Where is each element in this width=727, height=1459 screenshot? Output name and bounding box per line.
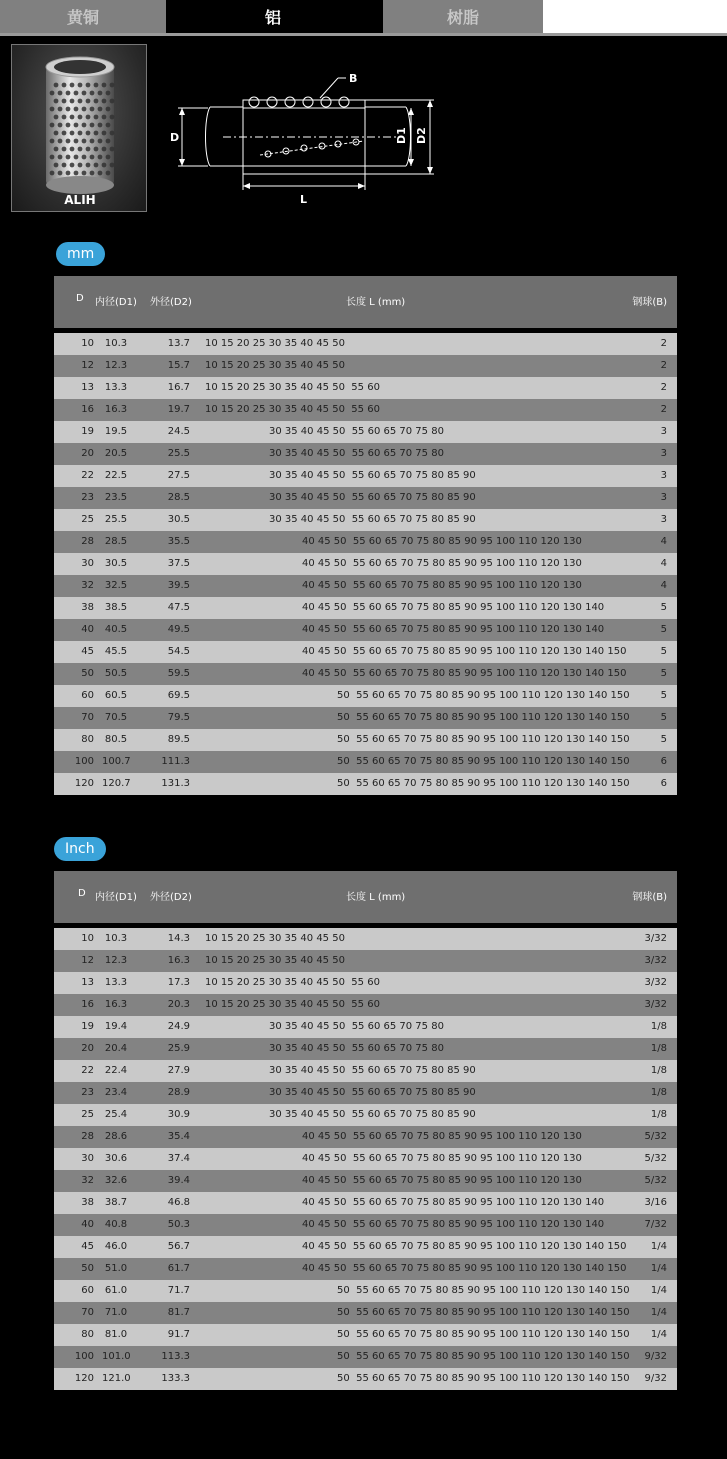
table-row bbox=[54, 509, 677, 531]
table-row bbox=[54, 707, 677, 729]
cell-d: 100 bbox=[74, 1351, 94, 1362]
table-row bbox=[54, 950, 677, 972]
cell-d2: 81.7 bbox=[167, 1307, 190, 1318]
table-row bbox=[54, 575, 677, 597]
cell-d: 32 bbox=[81, 580, 94, 591]
cell-d1: 12.3 bbox=[104, 955, 128, 966]
cell-d2: 69.5 bbox=[167, 690, 190, 701]
cell-ball: 1/8 bbox=[650, 1021, 667, 1032]
cell-d: 32 bbox=[81, 1175, 94, 1186]
cell-d1: 81.0 bbox=[104, 1329, 128, 1340]
tab-resin[interactable]: 树脂 bbox=[383, 0, 543, 33]
cell-d1: 23.5 bbox=[104, 492, 128, 503]
cell-d2: 79.5 bbox=[167, 712, 190, 723]
cell-ball: 1/4 bbox=[650, 1307, 667, 1318]
cell-length: 30 35 40 45 50 55 60 65 70 75 80 bbox=[269, 1043, 444, 1054]
table-row bbox=[54, 972, 677, 994]
cell-length: 30 35 40 45 50 55 60 65 70 75 80 bbox=[269, 448, 444, 459]
cell-length: 40 45 50 55 60 65 70 75 80 85 90 95 100 110 120 130 140 bbox=[302, 1219, 605, 1230]
cell-d: 80 bbox=[81, 1329, 94, 1340]
cell-d2: 16.3 bbox=[167, 955, 190, 966]
cell-ball: 3 bbox=[660, 426, 667, 437]
table-row bbox=[54, 465, 677, 487]
cell-d1: 16.3 bbox=[104, 999, 128, 1010]
cell-ball: 3 bbox=[660, 448, 667, 459]
cell-d2: 131.3 bbox=[161, 778, 190, 789]
cell-d: 60 bbox=[81, 1285, 94, 1296]
cell-d1: 100.7 bbox=[102, 756, 131, 767]
cell-d: 16 bbox=[81, 404, 94, 415]
cell-d2: 14.3 bbox=[167, 933, 190, 944]
cell-d2: 47.5 bbox=[167, 602, 190, 613]
cell-ball: 2 bbox=[660, 382, 667, 393]
cell-d: 10 bbox=[81, 933, 94, 944]
cell-d2: 89.5 bbox=[167, 734, 190, 745]
tab-aluminum[interactable]: 铝 bbox=[172, 0, 374, 33]
table-row bbox=[54, 1082, 677, 1104]
cell-length: 50 55 60 65 70 75 80 85 90 95 100 110 120 130 140 150 bbox=[337, 1285, 630, 1296]
cell-d1: 22.5 bbox=[104, 470, 128, 481]
cross-section-drawing bbox=[168, 62, 448, 212]
cell-d: 70 bbox=[81, 1307, 94, 1318]
table-row bbox=[54, 443, 677, 465]
cell-d1: 30.5 bbox=[104, 558, 128, 569]
cell-d: 100 bbox=[74, 756, 94, 767]
cell-length: 40 45 50 55 60 65 70 75 80 85 90 95 100 110 120 130 bbox=[302, 558, 582, 569]
label-d: D bbox=[170, 131, 180, 144]
cell-d2: 61.7 bbox=[167, 1263, 190, 1274]
cell-length: 50 55 60 65 70 75 80 85 90 95 100 110 120 130 140 150 bbox=[337, 734, 630, 745]
cell-ball: 5/32 bbox=[644, 1131, 667, 1142]
cell-d2: 50.3 bbox=[167, 1219, 190, 1230]
cell-d2: 28.9 bbox=[167, 1087, 190, 1098]
spec-table-mm bbox=[54, 276, 677, 789]
cell-d2: 13.7 bbox=[167, 338, 190, 349]
cell-d2: 15.7 bbox=[167, 360, 190, 371]
table-row bbox=[54, 619, 677, 641]
cell-length: 30 35 40 45 50 55 60 65 70 75 80 85 90 bbox=[269, 1087, 476, 1098]
cell-length: 50 55 60 65 70 75 80 85 90 95 100 110 120 130 140 150 bbox=[337, 778, 630, 789]
cell-d1: 10.3 bbox=[104, 338, 128, 349]
header-ball: 钢球(B) bbox=[632, 892, 667, 903]
cell-d: 13 bbox=[81, 382, 94, 393]
table-row bbox=[54, 1192, 677, 1214]
cell-d2: 49.5 bbox=[167, 624, 190, 635]
cell-d1: 120.7 bbox=[102, 778, 131, 789]
cell-d: 23 bbox=[81, 492, 94, 503]
cell-d: 12 bbox=[81, 955, 94, 966]
material-tabs bbox=[0, 0, 727, 36]
cell-ball: 1/4 bbox=[650, 1329, 667, 1340]
cell-length: 30 35 40 45 50 55 60 65 70 75 80 85 90 bbox=[269, 514, 476, 525]
cell-d1: 20.4 bbox=[104, 1043, 128, 1054]
cell-d: 10 bbox=[81, 338, 94, 349]
table-row bbox=[54, 1104, 677, 1126]
cell-d1: 10.3 bbox=[104, 933, 128, 944]
cell-ball: 6 bbox=[660, 756, 667, 767]
cell-ball: 5/32 bbox=[644, 1175, 667, 1186]
table-row bbox=[54, 1346, 677, 1368]
cell-ball: 2 bbox=[660, 360, 667, 371]
cell-length: 30 35 40 45 50 55 60 65 70 75 80 bbox=[269, 1021, 444, 1032]
cell-d: 12 bbox=[81, 360, 94, 371]
table-row bbox=[54, 333, 677, 355]
cell-length: 10 15 20 25 30 35 40 45 50 bbox=[205, 955, 345, 966]
cell-length: 40 45 50 55 60 65 70 75 80 85 90 95 100 110 120 130 bbox=[302, 1175, 582, 1186]
table-row bbox=[54, 1302, 677, 1324]
cell-length: 50 55 60 65 70 75 80 85 90 95 100 110 120 130 140 150 bbox=[337, 756, 630, 767]
cell-ball: 5 bbox=[660, 690, 667, 701]
cell-length: 40 45 50 55 60 65 70 75 80 85 90 95 100 110 120 130 bbox=[302, 580, 582, 591]
cell-ball: 3/32 bbox=[644, 955, 667, 966]
cell-length: 30 35 40 45 50 55 60 65 70 75 80 85 90 bbox=[269, 1109, 476, 1120]
product-label: ALIH bbox=[64, 193, 96, 207]
table-row bbox=[54, 399, 677, 421]
cell-d2: 19.7 bbox=[167, 404, 190, 415]
cell-d1: 38.5 bbox=[104, 602, 128, 613]
table-row bbox=[54, 663, 677, 685]
cell-d: 40 bbox=[81, 624, 94, 635]
header-d1: 内径(D1) bbox=[95, 892, 137, 903]
cell-d: 22 bbox=[81, 1065, 94, 1076]
table-row bbox=[54, 994, 677, 1016]
cell-ball: 3/16 bbox=[644, 1197, 667, 1208]
cell-d1: 121.0 bbox=[102, 1373, 131, 1384]
cell-length: 10 15 20 25 30 35 40 45 50 55 60 bbox=[205, 999, 380, 1010]
cell-d: 28 bbox=[81, 536, 94, 547]
table-row bbox=[54, 1258, 677, 1280]
cell-d: 120 bbox=[74, 1373, 94, 1384]
table-header bbox=[54, 276, 677, 328]
cell-d2: 37.5 bbox=[167, 558, 190, 569]
cell-d: 40 bbox=[81, 1219, 94, 1230]
cell-d1: 30.6 bbox=[104, 1153, 128, 1164]
label-b: B bbox=[349, 72, 358, 85]
cell-ball: 1/8 bbox=[650, 1065, 667, 1076]
cell-ball: 5 bbox=[660, 734, 667, 745]
cell-d1: 23.4 bbox=[104, 1087, 128, 1098]
cell-length: 40 45 50 55 60 65 70 75 80 85 90 95 100 110 120 130 140 bbox=[302, 624, 605, 635]
unit-badge-inch: Inch bbox=[54, 837, 106, 861]
cell-d1: 13.3 bbox=[104, 382, 128, 393]
cell-ball: 5/32 bbox=[644, 1153, 667, 1164]
cell-d1: 80.5 bbox=[104, 734, 128, 745]
label-d2: D2 bbox=[415, 127, 428, 144]
cell-ball: 2 bbox=[660, 404, 667, 415]
cell-d: 28 bbox=[81, 1131, 94, 1142]
cell-d2: 30.9 bbox=[167, 1109, 190, 1120]
cell-d: 80 bbox=[81, 734, 94, 745]
header-length: 长度 L (mm) bbox=[346, 892, 406, 903]
cell-d: 20 bbox=[81, 448, 94, 459]
cell-d: 30 bbox=[81, 1153, 94, 1164]
cell-d2: 25.5 bbox=[167, 448, 190, 459]
cell-d1: 40.8 bbox=[104, 1219, 128, 1230]
cell-ball: 3/32 bbox=[644, 933, 667, 944]
cell-d: 45 bbox=[81, 646, 94, 657]
cell-d: 23 bbox=[81, 1087, 94, 1098]
table-row bbox=[54, 1214, 677, 1236]
cell-length: 40 45 50 55 60 65 70 75 80 85 90 95 100 110 120 130 140 150 bbox=[302, 646, 627, 657]
cell-d2: 35.5 bbox=[167, 536, 190, 547]
tab-underline bbox=[0, 33, 727, 36]
cell-d: 13 bbox=[81, 977, 94, 988]
cell-ball: 5 bbox=[660, 712, 667, 723]
cell-length: 40 45 50 55 60 65 70 75 80 85 90 95 100 110 120 130 140 bbox=[302, 602, 605, 613]
cell-ball: 1/4 bbox=[650, 1241, 667, 1252]
cell-ball: 9/32 bbox=[644, 1373, 667, 1384]
cell-d1: 60.5 bbox=[104, 690, 128, 701]
cell-length: 40 45 50 55 60 65 70 75 80 85 90 95 100 110 120 130 bbox=[302, 1131, 582, 1142]
cell-ball: 5 bbox=[660, 646, 667, 657]
cell-d: 19 bbox=[81, 1021, 94, 1032]
cell-d2: 54.5 bbox=[167, 646, 190, 657]
cell-ball: 5 bbox=[660, 602, 667, 613]
cell-length: 40 45 50 55 60 65 70 75 80 85 90 95 100 110 120 130 140 bbox=[302, 1197, 605, 1208]
table-row bbox=[54, 773, 677, 795]
table-header bbox=[54, 871, 677, 923]
header-d1: 内径(D1) bbox=[95, 297, 137, 308]
table-body bbox=[54, 928, 677, 1390]
cell-d: 30 bbox=[81, 558, 94, 569]
cell-d1: 32.6 bbox=[104, 1175, 128, 1186]
cell-d2: 24.5 bbox=[167, 426, 190, 437]
cell-d1: 19.4 bbox=[104, 1021, 128, 1032]
header-ball: 钢球(B) bbox=[632, 297, 667, 308]
cell-d1: 101.0 bbox=[102, 1351, 131, 1362]
cell-ball: 3/32 bbox=[644, 999, 667, 1010]
table-row bbox=[54, 1060, 677, 1082]
cell-d: 25 bbox=[81, 514, 94, 525]
cell-d: 25 bbox=[81, 1109, 94, 1120]
cell-length: 10 15 20 25 30 35 40 45 50 55 60 bbox=[205, 404, 380, 415]
cell-d1: 51.0 bbox=[104, 1263, 128, 1274]
table-row bbox=[54, 553, 677, 575]
cell-d1: 25.5 bbox=[104, 514, 128, 525]
cell-d1: 13.3 bbox=[104, 977, 128, 988]
cell-d: 22 bbox=[81, 470, 94, 481]
cell-d: 50 bbox=[81, 668, 94, 679]
cell-length: 40 45 50 55 60 65 70 75 80 85 90 95 100 110 120 130 140 150 bbox=[302, 1241, 627, 1252]
tab-brass[interactable]: 黄铜 bbox=[0, 0, 166, 33]
table-row bbox=[54, 421, 677, 443]
cell-ball: 2 bbox=[660, 338, 667, 349]
cell-d2: 27.5 bbox=[167, 470, 190, 481]
table-row bbox=[54, 685, 677, 707]
table-row bbox=[54, 1016, 677, 1038]
cell-d: 60 bbox=[81, 690, 94, 701]
cell-d2: 39.5 bbox=[167, 580, 190, 591]
cell-length: 50 55 60 65 70 75 80 85 90 95 100 110 120 130 140 150 bbox=[337, 1329, 630, 1340]
table-row bbox=[54, 751, 677, 773]
header-d: D bbox=[78, 888, 86, 899]
cell-d2: 37.4 bbox=[167, 1153, 190, 1164]
header-d: D bbox=[76, 293, 84, 304]
spec-table-inch bbox=[54, 871, 677, 1384]
table-row bbox=[54, 597, 677, 619]
cell-d2: 133.3 bbox=[161, 1373, 190, 1384]
cell-d2: 111.3 bbox=[161, 756, 190, 767]
cell-ball: 3 bbox=[660, 492, 667, 503]
cell-length: 40 45 50 55 60 65 70 75 80 85 90 95 100 110 120 130 bbox=[302, 1153, 582, 1164]
cell-length: 10 15 20 25 30 35 40 45 50 55 60 bbox=[205, 977, 380, 988]
table-row bbox=[54, 377, 677, 399]
table-row bbox=[54, 729, 677, 751]
table-row bbox=[54, 1126, 677, 1148]
cell-d2: 56.7 bbox=[167, 1241, 190, 1252]
cell-d1: 28.5 bbox=[104, 536, 128, 547]
dimension-diagram bbox=[168, 62, 448, 212]
cell-d1: 40.5 bbox=[104, 624, 128, 635]
table-row bbox=[54, 355, 677, 377]
cell-length: 10 15 20 25 30 35 40 45 50 bbox=[205, 933, 345, 944]
cell-d2: 27.9 bbox=[167, 1065, 190, 1076]
table-row bbox=[54, 531, 677, 553]
table-body bbox=[54, 333, 677, 795]
cell-d1: 25.4 bbox=[104, 1109, 128, 1120]
cell-length: 10 15 20 25 30 35 40 45 50 bbox=[205, 338, 345, 349]
table-row bbox=[54, 1368, 677, 1390]
header-length: 长度 L (mm) bbox=[346, 297, 406, 308]
cell-length: 30 35 40 45 50 55 60 65 70 75 80 bbox=[269, 426, 444, 437]
label-d1: D1 bbox=[395, 127, 408, 144]
cell-d: 16 bbox=[81, 999, 94, 1010]
cell-d1: 12.3 bbox=[104, 360, 128, 371]
cell-ball: 9/32 bbox=[644, 1351, 667, 1362]
cell-d2: 17.3 bbox=[167, 977, 190, 988]
cell-d2: 16.7 bbox=[167, 382, 190, 393]
cell-d1: 71.0 bbox=[104, 1307, 128, 1318]
cell-d2: 39.4 bbox=[167, 1175, 190, 1186]
cell-ball: 1/8 bbox=[650, 1087, 667, 1098]
cell-d2: 24.9 bbox=[167, 1021, 190, 1032]
tab-blank bbox=[543, 0, 727, 33]
cell-d2: 59.5 bbox=[167, 668, 190, 679]
cell-d1: 46.0 bbox=[104, 1241, 128, 1252]
cell-d1: 20.5 bbox=[104, 448, 128, 459]
cell-ball: 3/32 bbox=[644, 977, 667, 988]
cell-length: 50 55 60 65 70 75 80 85 90 95 100 110 120 130 140 150 bbox=[337, 1307, 630, 1318]
cell-length: 50 55 60 65 70 75 80 85 90 95 100 110 120 130 140 150 bbox=[337, 1373, 630, 1384]
cell-length: 30 35 40 45 50 55 60 65 70 75 80 85 90 bbox=[269, 492, 476, 503]
cell-ball: 3 bbox=[660, 514, 667, 525]
cell-ball: 4 bbox=[660, 580, 667, 591]
cell-d1: 45.5 bbox=[104, 646, 128, 657]
cell-length: 40 45 50 55 60 65 70 75 80 85 90 95 100 110 120 130 140 150 bbox=[302, 668, 627, 679]
cell-ball: 1/8 bbox=[650, 1109, 667, 1120]
table-row bbox=[54, 1324, 677, 1346]
cell-d2: 46.8 bbox=[167, 1197, 190, 1208]
cell-d2: 28.5 bbox=[167, 492, 190, 503]
cell-d: 70 bbox=[81, 712, 94, 723]
cell-d: 38 bbox=[81, 602, 94, 613]
cell-d2: 30.5 bbox=[167, 514, 190, 525]
product-photo bbox=[11, 44, 147, 212]
cell-d1: 22.4 bbox=[104, 1065, 128, 1076]
table-row bbox=[54, 1280, 677, 1302]
cell-ball: 1/8 bbox=[650, 1043, 667, 1054]
cell-d1: 61.0 bbox=[104, 1285, 128, 1296]
cell-d: 50 bbox=[81, 1263, 94, 1274]
cell-d2: 91.7 bbox=[167, 1329, 190, 1340]
cell-length: 50 55 60 65 70 75 80 85 90 95 100 110 120 130 140 150 bbox=[337, 712, 630, 723]
cell-ball: 5 bbox=[660, 624, 667, 635]
cell-d: 120 bbox=[74, 778, 94, 789]
cell-d2: 71.7 bbox=[167, 1285, 190, 1296]
cell-d1: 32.5 bbox=[104, 580, 128, 591]
cell-d1: 16.3 bbox=[104, 404, 128, 415]
cell-length: 30 35 40 45 50 55 60 65 70 75 80 85 90 bbox=[269, 1065, 476, 1076]
table-row bbox=[54, 1148, 677, 1170]
cell-d: 38 bbox=[81, 1197, 94, 1208]
cell-ball: 5 bbox=[660, 668, 667, 679]
unit-badge-mm: mm bbox=[56, 242, 105, 266]
cell-d1: 50.5 bbox=[104, 668, 128, 679]
label-l: L bbox=[300, 193, 308, 206]
cell-d: 20 bbox=[81, 1043, 94, 1054]
cell-d2: 25.9 bbox=[167, 1043, 190, 1054]
cell-length: 40 45 50 55 60 65 70 75 80 85 90 95 100 110 120 130 140 150 bbox=[302, 1263, 627, 1274]
table-row bbox=[54, 1038, 677, 1060]
table-row bbox=[54, 928, 677, 950]
cell-ball: 3 bbox=[660, 470, 667, 481]
cell-d: 45 bbox=[81, 1241, 94, 1252]
cell-ball: 7/32 bbox=[644, 1219, 667, 1230]
cell-length: 40 45 50 55 60 65 70 75 80 85 90 95 100 110 120 130 bbox=[302, 536, 582, 547]
cell-ball: 4 bbox=[660, 558, 667, 569]
cell-ball: 6 bbox=[660, 778, 667, 789]
cell-ball: 4 bbox=[660, 536, 667, 547]
cell-d1: 19.5 bbox=[104, 426, 128, 437]
table-row bbox=[54, 1236, 677, 1258]
cell-length: 50 55 60 65 70 75 80 85 90 95 100 110 120 130 140 150 bbox=[337, 690, 630, 701]
table-row bbox=[54, 1170, 677, 1192]
header-d2: 外径(D2) bbox=[150, 297, 192, 308]
cell-length: 30 35 40 45 50 55 60 65 70 75 80 85 90 bbox=[269, 470, 476, 481]
cell-d1: 38.7 bbox=[104, 1197, 128, 1208]
cell-ball: 1/4 bbox=[650, 1263, 667, 1274]
cell-d2: 20.3 bbox=[167, 999, 190, 1010]
header-d2: 外径(D2) bbox=[150, 892, 192, 903]
cell-d1: 28.6 bbox=[104, 1131, 128, 1142]
cell-d2: 35.4 bbox=[167, 1131, 190, 1142]
ball-cage-image bbox=[12, 45, 148, 213]
cell-d2: 113.3 bbox=[161, 1351, 190, 1362]
table-row bbox=[54, 487, 677, 509]
cell-length: 10 15 20 25 30 35 40 45 50 bbox=[205, 360, 345, 371]
cell-d1: 70.5 bbox=[104, 712, 128, 723]
cell-ball: 1/4 bbox=[650, 1285, 667, 1296]
cell-length: 10 15 20 25 30 35 40 45 50 55 60 bbox=[205, 382, 380, 393]
cell-d: 19 bbox=[81, 426, 94, 437]
cell-length: 50 55 60 65 70 75 80 85 90 95 100 110 120 130 140 150 bbox=[337, 1351, 630, 1362]
table-row bbox=[54, 641, 677, 663]
